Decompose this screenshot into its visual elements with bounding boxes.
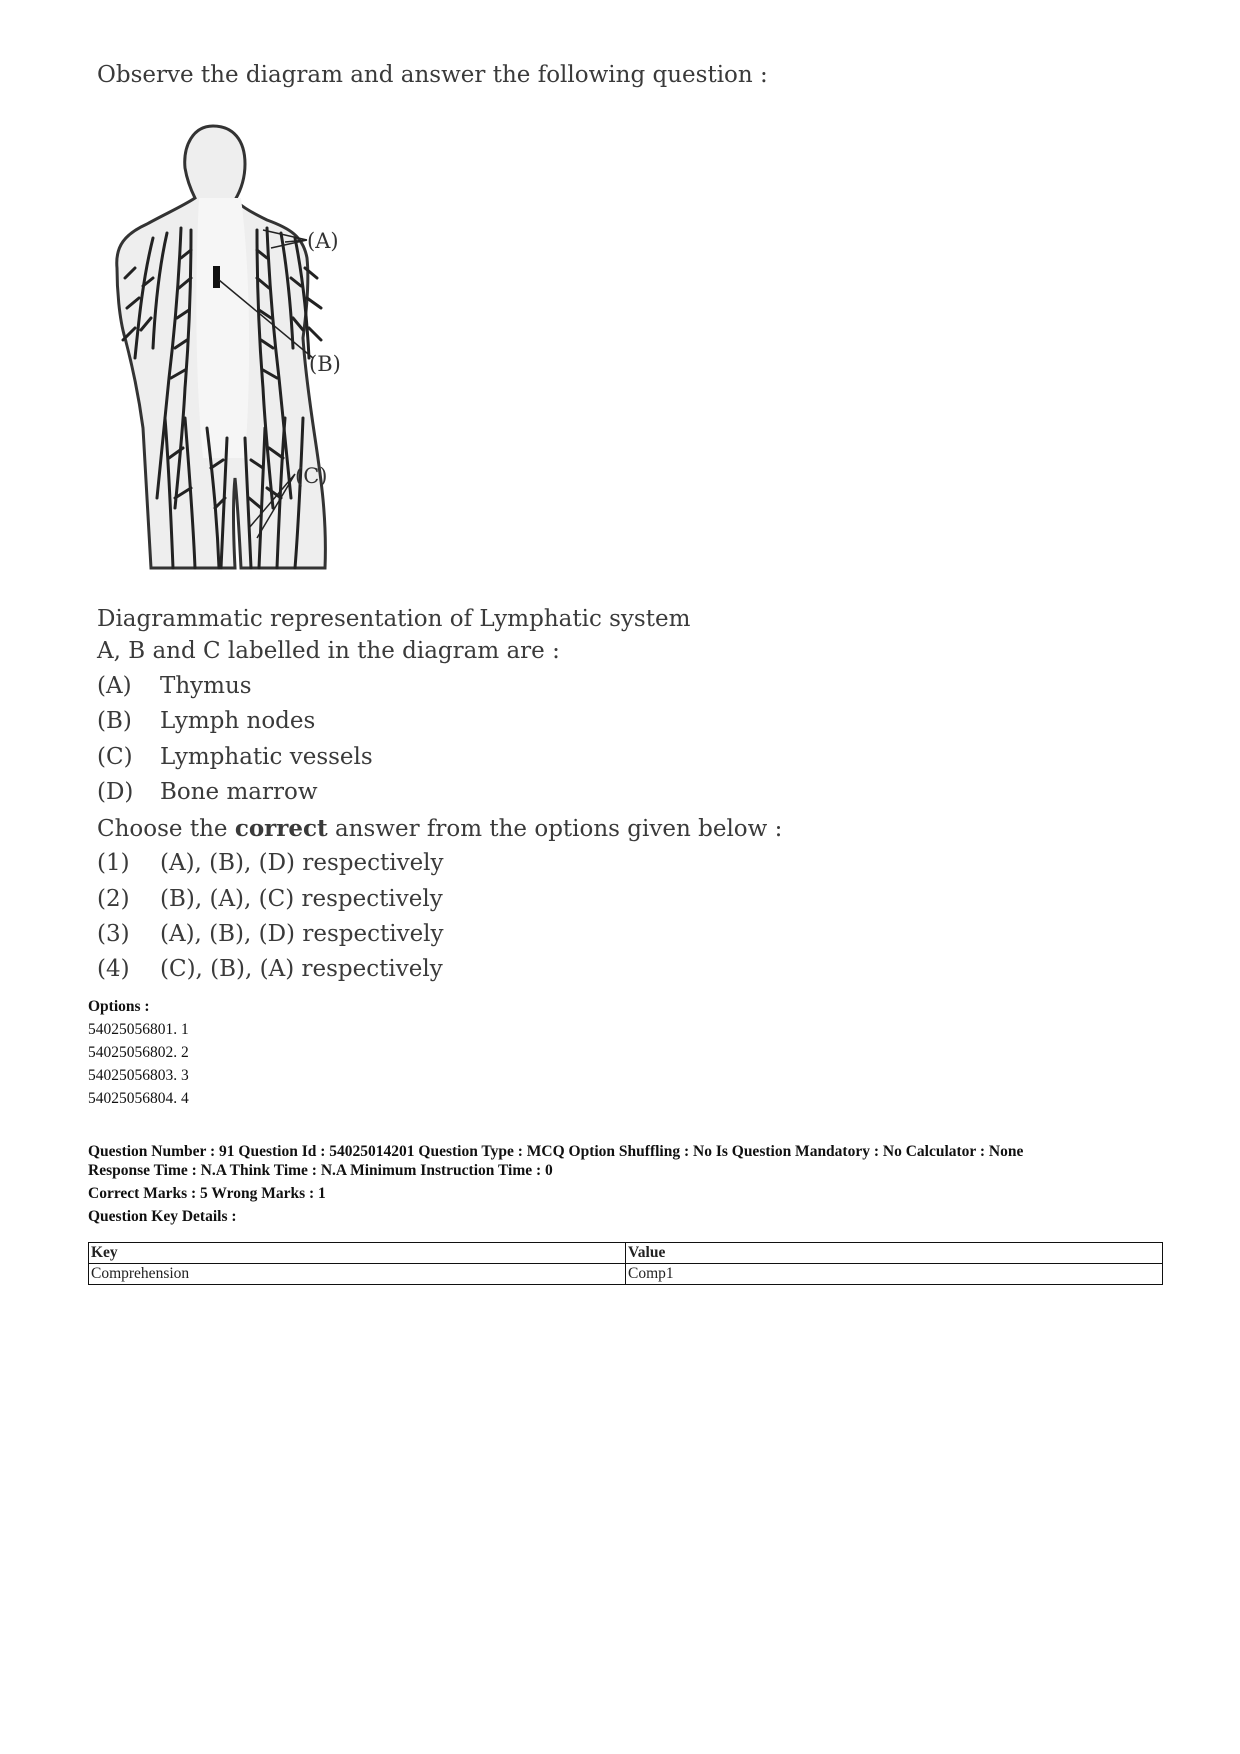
table-row	[89, 1264, 1163, 1285]
statement-b	[97, 708, 315, 734]
statement-key: (D)	[97, 779, 134, 805]
choice-text: (C), (B), (A) respectively	[160, 956, 443, 982]
choice-text: (B), (A), (C) respectively	[160, 886, 443, 912]
option-id-4: 54025056804. 4	[88, 1090, 189, 1107]
statement-key: (C)	[97, 744, 133, 770]
option-id-3: 54025056803. 3	[88, 1067, 189, 1084]
question-prompt: A, B and C labelled in the diagram are :	[97, 638, 560, 664]
table-cell-key: Comprehension	[89, 1264, 626, 1285]
choice-key: (2)	[97, 886, 130, 912]
question-key-table	[88, 1242, 1163, 1285]
choice-4	[97, 956, 443, 982]
choice-text: (A), (B), (D) respectively	[160, 850, 444, 876]
figure-label-c: (C)	[295, 464, 328, 488]
statement-text: Thymus	[160, 673, 252, 699]
choice-text: (A), (B), (D) respectively	[160, 921, 444, 947]
choice-key: (4)	[97, 956, 130, 982]
statement-c	[97, 744, 373, 770]
statement-d	[97, 779, 318, 805]
table-header-key: Key	[89, 1243, 626, 1264]
table-header-value: Value	[626, 1243, 1163, 1264]
choice-3	[97, 921, 444, 947]
statement-text: Lymph nodes	[160, 708, 316, 734]
question-intro: Observe the diagram and answer the following question :	[97, 62, 768, 88]
options-heading: Options :	[88, 998, 150, 1015]
choice-1	[97, 850, 444, 876]
key-details-heading: Question Key Details :	[88, 1208, 237, 1225]
statement-text: Lymphatic vessels	[160, 744, 373, 770]
statement-key: (B)	[97, 708, 132, 734]
statement-a	[97, 673, 252, 699]
option-id-1: 54025056801. 1	[88, 1021, 189, 1038]
table-cell-value: Comp1	[626, 1264, 1163, 1285]
figure-label-b: (B)	[309, 352, 341, 376]
question-meta-line1: Question Number : 91 Question Id : 54025014201 Question Type : MCQ Option Shuffling : No Is Question Mandatory : No Calculator : None	[88, 1143, 1024, 1160]
marks-line: Correct Marks : 5 Wrong Marks : 1	[88, 1185, 326, 1202]
figure-label-a: (A)	[307, 229, 339, 253]
choice-key: (3)	[97, 921, 130, 947]
choice-key: (1)	[97, 850, 130, 876]
choose-instruction: Choose the correct answer from the options given below :	[97, 815, 783, 842]
question-meta-line2: Response Time : N.A Think Time : N.A Minimum Instruction Time : 0	[88, 1162, 553, 1179]
choice-2	[97, 886, 443, 912]
option-id-2: 54025056802. 2	[88, 1044, 189, 1061]
table-header-row	[89, 1243, 1163, 1264]
statement-text: Bone marrow	[160, 779, 318, 805]
figure-caption: Diagrammatic representation of Lymphatic system	[97, 606, 691, 632]
lymphatic-system-diagram	[95, 118, 395, 578]
statement-key: (A)	[97, 673, 132, 699]
